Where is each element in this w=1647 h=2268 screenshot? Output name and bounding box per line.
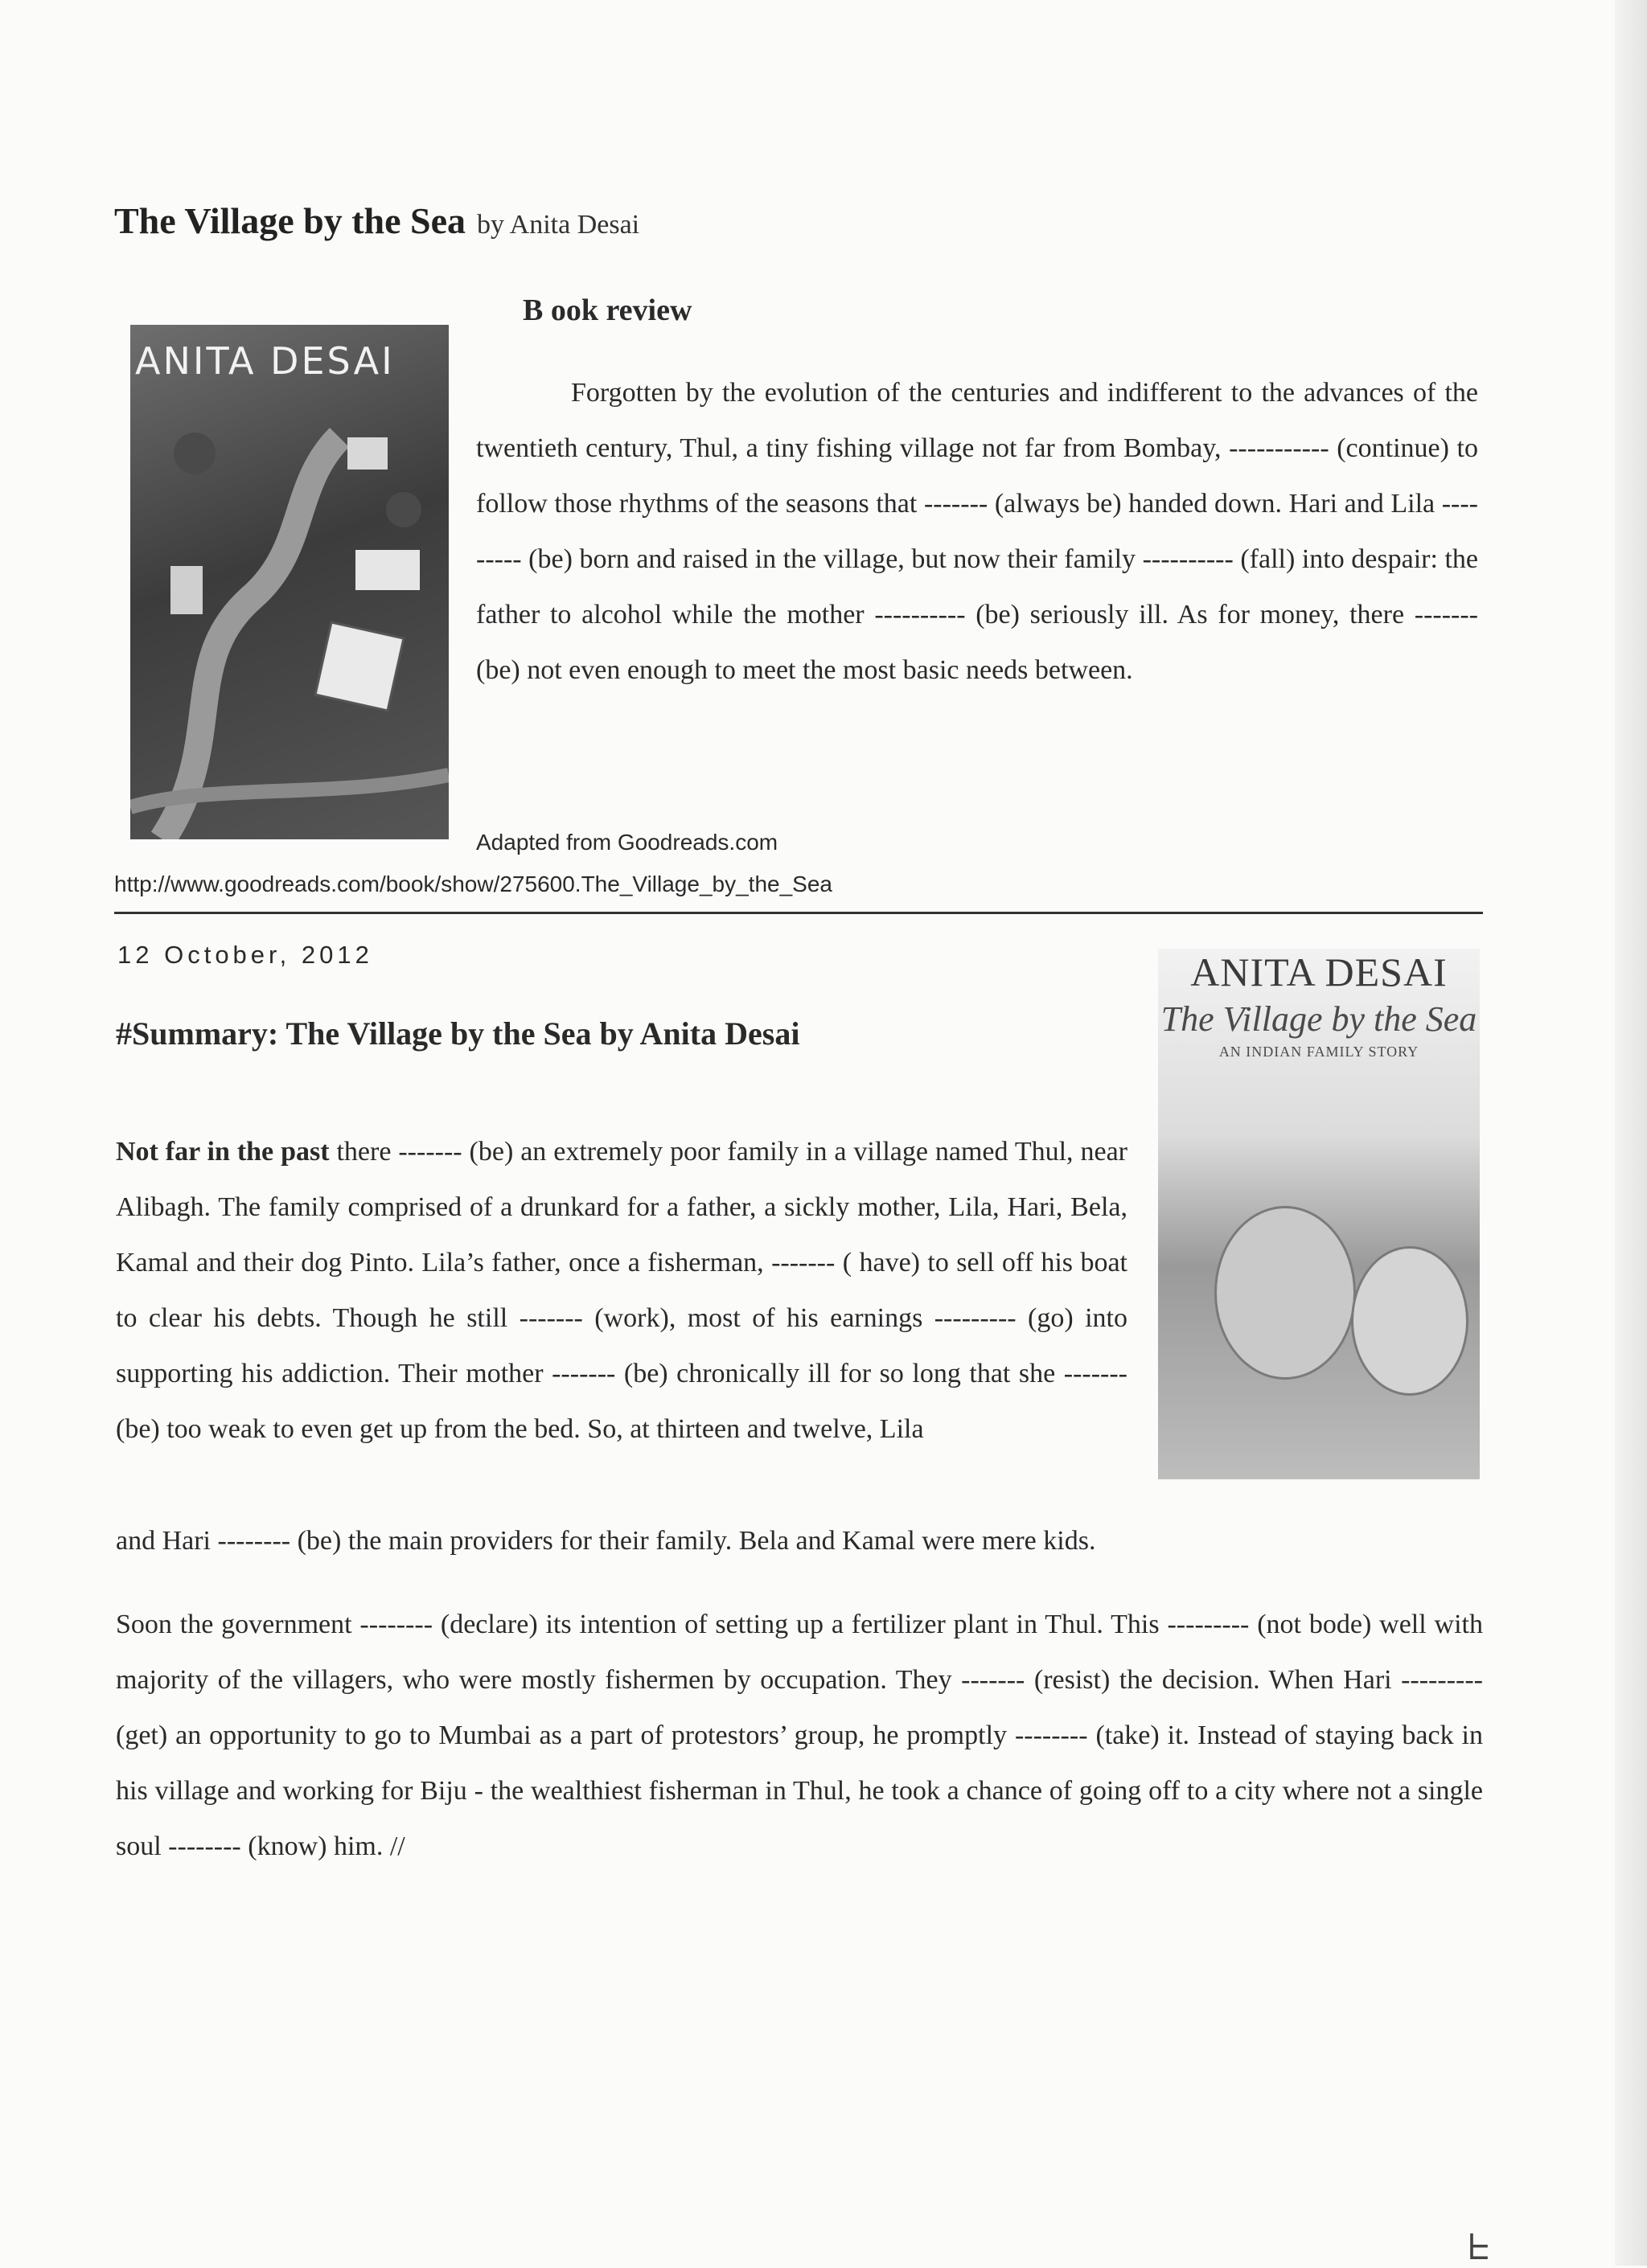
summary-paragraph-1-last-line: and Hari -------- (be) the main providers for their family. Bela and Kamal were mere kids. (116, 1526, 1096, 1556)
cover-author-text: ANITA DESAI (135, 339, 395, 383)
book-title: The Village by the Sea (114, 200, 466, 241)
book-cover-image-2 (1158, 949, 1480, 1479)
cover2-author: ANITA DESAI (1190, 949, 1448, 995)
document-header (114, 199, 639, 242)
review-source: Adapted from Goodreads.com (476, 830, 778, 855)
cover2-figure-left (1214, 1206, 1356, 1380)
summary-date: 12 October, 2012 (117, 941, 373, 969)
page-edge (1615, 0, 1647, 2266)
review-paragraph: Forgotten by the evolution of the centuries and indifferent to the advances of the twentieth century, Thul, a tiny fishing village not far from Bombay, ----------- (continue) to follow those rhythms of the seasons that ------- (always be) handed down. Hari and Lila --------- (be) born and raised in the village, but now their family ---------- (fall) into despair: the father to alcohol while the mother ---------- (be) seriously ill. As for money, there ------- (be) not even enough to meet the most basic needs between. (476, 378, 1478, 685)
summary-paragraph-2: Soon the government -------- (declare) its intention of setting up a fertilizer plant in Thul. This --------- (not bode) well with majority of the villagers, who were mostly fishermen by occupation. They ------- (resist) the decision. When Hari --------- (get) an opportunity to go to Mumbai as a part of protestors’ group, he promptly -------- (take) it. Instead of staying back in his village and working for Biju - the wealthiest fisherman in Thul, he took a chance of going off to a city where not a single soul -------- (know) him. // (116, 1610, 1483, 1861)
summary-lead: Not far in the past (116, 1137, 330, 1167)
review-url: http://www.goodreads.com/book/show/275600.The_Village_by_the_Sea (114, 872, 832, 896)
summary-paragraph-1 (116, 1124, 1127, 1457)
section-divider (114, 912, 1483, 914)
book-cover-image (130, 325, 449, 839)
book-author: by Anita Desai (477, 210, 640, 240)
cover2-title: The Village by the Sea (1160, 999, 1477, 1039)
page-mark: ᖶ (1468, 2227, 1490, 2268)
summary-title: #Summary: The Village by the Sea by Anita Desai (116, 1015, 800, 1052)
cover2-subtitle: AN INDIAN FAMILY STORY (1218, 1044, 1419, 1060)
review-heading: B ook review (523, 293, 692, 327)
summary-paragraph-1-text: there ------- (be) an extremely poor family in a village named Thul, near Alibagh. The family comprised of a drunkard for a father, a sickly mother, Lila, Hari, Bela, Kamal and their dog Pinto. Lila’s father, once a fisherman, ------- ( have) to sell off his boat to clear his debts. Though he still ------- (work), most of his earnings --------- (go) into supporting his addiction. Their mother ------- (be) chronically ill for so long that she ------- (be) too weak to even get up from the bed. So, at thirteen and twelve, Lila (116, 1137, 1127, 1444)
cover-illustration (130, 325, 449, 839)
cover2-figure-right (1351, 1246, 1468, 1396)
